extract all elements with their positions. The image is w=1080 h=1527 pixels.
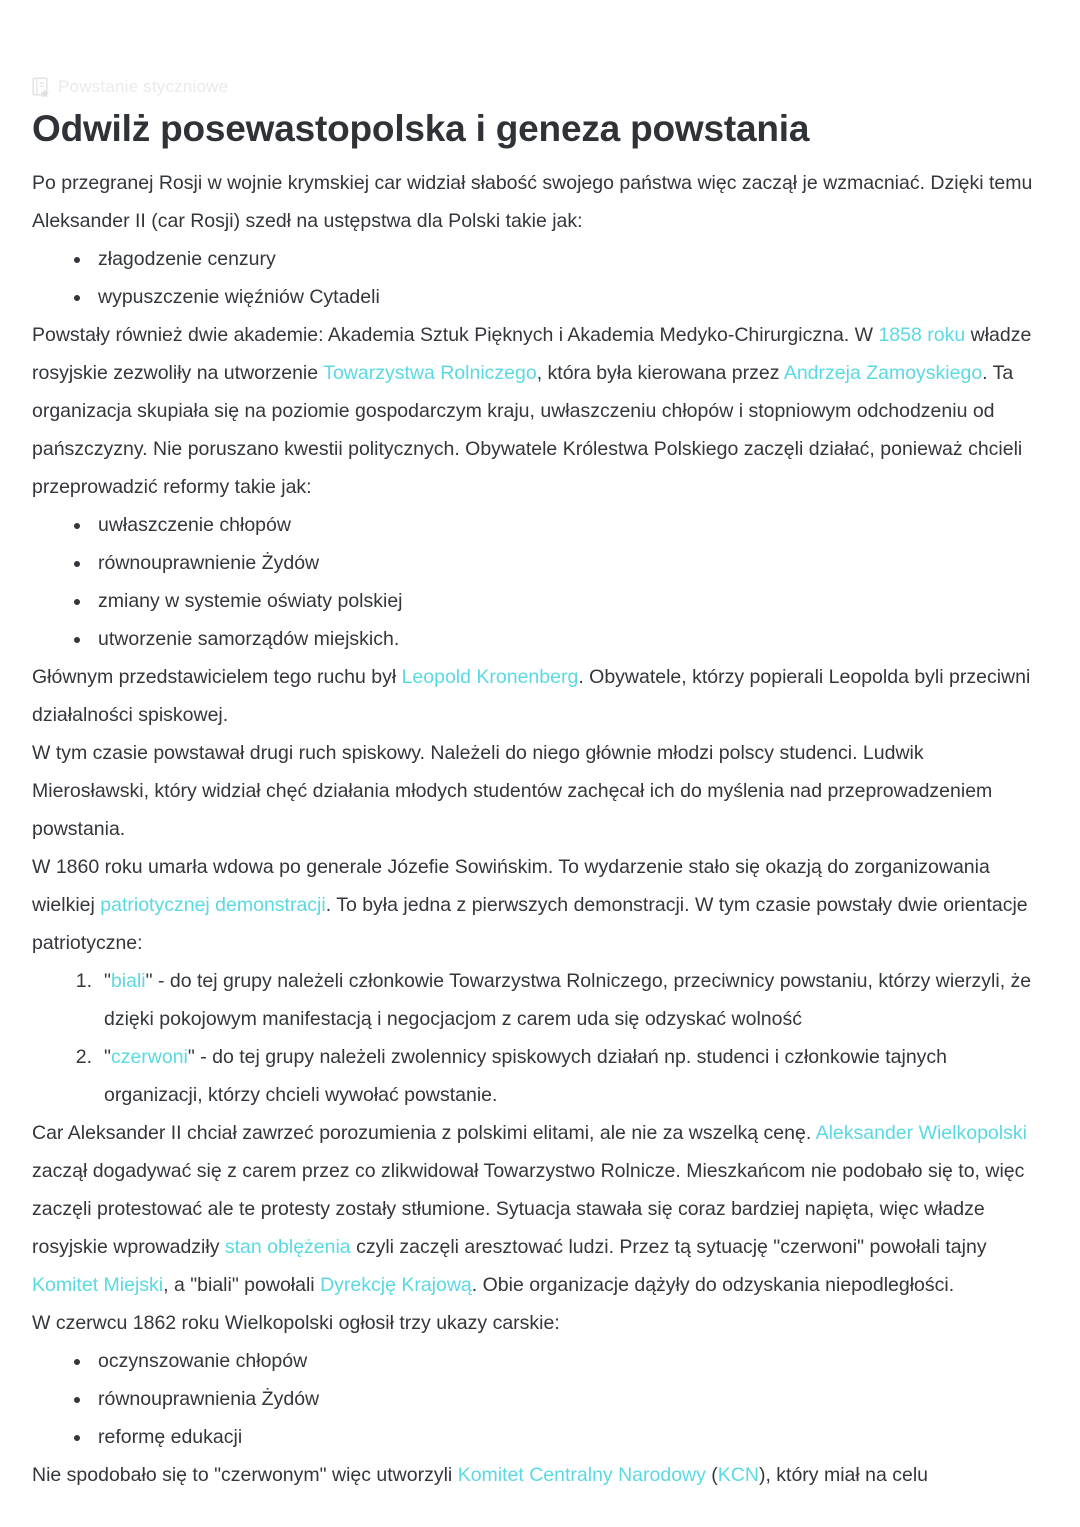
text-segment: W czerwcu 1862 roku Wielkopolski ogłosił trzy ukazy carskie: bbox=[32, 1312, 560, 1334]
list-item bbox=[64, 620, 1046, 658]
list-item-label: równouprawnienie Żydów bbox=[98, 552, 320, 574]
highlight-1858-roku: 1858 roku bbox=[878, 324, 966, 346]
text-segment: . To była jedna z pierwszych demonstracji. W tym czasie powstały dwie orientacje patriotyczne: bbox=[32, 894, 1028, 954]
text-segment: , a "biali" powołali bbox=[163, 1274, 321, 1296]
paragraph-mieroslawski bbox=[32, 734, 1046, 848]
highlight-kcn: KCN bbox=[717, 1464, 759, 1486]
highlight-komitet-centralny-narodowy: Komitet Centralny Narodowy bbox=[457, 1464, 706, 1486]
paragraph-1860-demonstration bbox=[32, 848, 1046, 962]
list-item bbox=[64, 582, 1046, 620]
list-item-label: reformę edukacji bbox=[98, 1426, 243, 1448]
text-segment: . Ta organizacja skupiała się na poziomie gospodarczym kraju, uwłaszczeniu chłopów i stopniowym odchodzeniu od pańszczyzny. Nie poruszano kwestii politycznych. Obywatele Królestwa Polskiego zaczęli działać, ponieważ chcieli przeprowadzić reformy takie jak: bbox=[32, 362, 1023, 498]
paragraph-academies bbox=[32, 316, 1046, 506]
list-item-label: wypuszczenie więźniów Cytadeli bbox=[98, 286, 380, 308]
list-item-label: uwłaszczenie chłopów bbox=[98, 514, 291, 536]
list-item bbox=[64, 240, 1046, 278]
highlight-patriotyczna-demonstracja: patriotycznej demonstracji bbox=[100, 894, 326, 916]
highlight-dyrekcja-krajowa: Dyrekcję Krajową bbox=[320, 1274, 472, 1296]
paragraph-intro-text: Po przegranej Rosji w wojnie krymskiej car widział słabość swojego państwa więc zaczął je wzmacniać. Dzięki temu Aleksander II (car Rosji) szedł na ustępstwa dla Polski takie jak: bbox=[32, 172, 1033, 232]
list-concessions bbox=[32, 240, 1046, 316]
highlight-stan-oblezenia: stan oblężenia bbox=[224, 1236, 351, 1258]
list-ukazy bbox=[32, 1342, 1046, 1456]
text-segment: Powstały również dwie akademie: Akademia Sztuk Pięknych i Akademia Medyko-Chirurgiczna. W bbox=[32, 324, 879, 346]
text-segment: ), który miał na celu bbox=[758, 1464, 929, 1486]
highlight-aleksander-wielkopolski: Aleksander Wielkopolski bbox=[815, 1122, 1027, 1144]
highlight-komitet-miejski: Komitet Miejski bbox=[32, 1274, 164, 1296]
list-item bbox=[64, 544, 1046, 582]
text-segment: W 1860 roku umarła wdowa po generale Józefie Sowińskim. To wydarzenie stało się okazją do zorganizowania wielkiej bbox=[32, 856, 990, 916]
highlight-andrzej-zamoyski: Andrzeja Zamoyskiego bbox=[783, 362, 983, 384]
list-item-label: zmiany w systemie oświaty polskiej bbox=[98, 590, 403, 612]
list-item-label: oczynszowanie chłopów bbox=[98, 1350, 308, 1372]
paragraph-kcn bbox=[32, 1456, 1046, 1494]
text-segment: zaczął dogadywać się z carem przez co zlikwidował Towarzystwo Rolnicze. Mieszkańcom nie podobało się to, więc zaczęli protestować ale te protesty zostały stłumione. Sytuacja stawała się coraz bardziej napięta, więc władze rosyjskie wprowadziły bbox=[32, 1160, 1025, 1258]
text-segment: ( bbox=[705, 1464, 718, 1486]
document-tag-label[interactable]: Powstanie styczniowe bbox=[58, 77, 229, 96]
text-segment: . Obywatele, którzy popierali Leopolda byli przeciwni działalności spiskowej. bbox=[32, 666, 1031, 726]
list-item bbox=[64, 962, 1046, 1038]
list-item-label: utworzenie samorządów miejskich. bbox=[98, 628, 400, 650]
list-item bbox=[64, 1342, 1046, 1380]
text-segment: " bbox=[104, 970, 111, 992]
page-title: Odwilż posewastopolska i geneza powstania bbox=[32, 108, 810, 149]
text-segment: , która była kierowana przez bbox=[536, 362, 784, 384]
text-segment: . Obie organizacje dążyły do odzyskania niepodległości. bbox=[471, 1274, 955, 1296]
text-segment: czyli zaczęli aresztować ludzi. Przez tą sytuację "czerwoni" powołali tajny bbox=[350, 1236, 987, 1258]
list-item-label: równouprawnienia Żydów bbox=[98, 1388, 320, 1410]
list-reforms bbox=[32, 506, 1046, 658]
highlight-czerwoni: czerwoni bbox=[110, 1046, 188, 1068]
list-orientations bbox=[32, 962, 1046, 1114]
document-star-icon bbox=[32, 77, 51, 98]
paragraph-intro bbox=[32, 164, 1046, 240]
list-item bbox=[64, 1038, 1046, 1114]
text-segment: W tym czasie powstawał drugi ruch spiskowy. Należeli do niego głównie młodzi polscy studenci. Ludwik Mierosławski, który widział chęć działania młodych studentów zachęcał ich do myślenia nad przeprowadzeniem powstania. bbox=[32, 742, 993, 840]
text-segment: " - do tej grupy należeli członkowie Towarzystwa Rolniczego, przeciwnicy powstaniu, którzy wierzyli, że dzięki pokojowym manifestacją i negocjacjom z carem uda się odzyskać wolność bbox=[104, 970, 1032, 1030]
highlight-towarzystwo-rolnicze: Towarzystwa Rolniczego bbox=[323, 362, 537, 384]
paragraph-wielkopolski bbox=[32, 1114, 1046, 1304]
paragraph-kronenberg bbox=[32, 658, 1046, 734]
highlight-leopold-kronenberg: Leopold Kronenberg bbox=[401, 666, 579, 688]
list-item bbox=[64, 1418, 1046, 1456]
highlight-biali: biali bbox=[110, 970, 146, 992]
paragraph-ukazy bbox=[32, 1304, 1046, 1342]
text-segment: Car Aleksander II chciał zawrzeć porozumienia z polskimi elitami, ale nie za wszelką cenę. bbox=[32, 1122, 816, 1144]
list-item-label: złagodzenie cenzury bbox=[98, 248, 276, 270]
list-item bbox=[64, 278, 1046, 316]
list-item bbox=[64, 506, 1046, 544]
text-segment: Nie spodobało się to "czerwonym" więc utworzyli bbox=[32, 1464, 458, 1486]
text-segment: władze rosyjskie zezwoliły na utworzenie bbox=[32, 324, 1032, 384]
list-item bbox=[64, 1380, 1046, 1418]
text-segment: " bbox=[104, 1046, 111, 1068]
text-segment: Głównym przedstawicielem tego ruchu był bbox=[32, 666, 402, 688]
text-segment: " - do tej grupy należeli zwolennicy spiskowych działań np. studenci i członkowie tajnych organizacji, którzy chcieli wywołać powstanie. bbox=[104, 1046, 948, 1106]
document-tag-row bbox=[32, 74, 1046, 100]
